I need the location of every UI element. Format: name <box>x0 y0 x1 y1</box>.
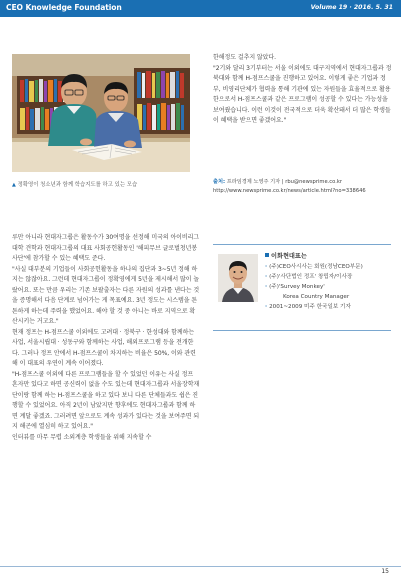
source-label: 출처: <box>213 179 226 185</box>
paragraph: 인터뷰를 마무 무렵 소외계층 학생들을 위해 지속할 수 <box>12 433 152 441</box>
paragraph: 한해정도 걸추지 않았다. <box>213 54 277 61</box>
source-credit <box>213 178 395 196</box>
caption-marker-icon: ▲ <box>12 182 16 188</box>
paragraph: 현재 정프는 H-점프스쿨 이외에도 고려대 · 정북구 · 한성대와 함께하는 사업, 서울시립대 · 성동구와 함께하는 사업, 해외프로그램 등을 전개한다. 그러나 정프 안에서 H-점프스쿨이 차지하는 비율은 50%, 이와 관련해 이 대표의 우연이 계속 이어졌다. <box>12 328 196 367</box>
photo-caption <box>12 180 198 188</box>
avatar <box>218 254 258 302</box>
bullet-icon: · <box>265 274 268 280</box>
paragraph: "2기와 달리 3기부터는 서울 이외에도 대구지역에서 현대자그룹과 정북대와 함께 H-점프스쿨을 진행하고 있어요. 이렇게 좋은 기업과 정부, 비영리단체가 협력을 통해 기관에 있는 자원들을 효율적으로 활용한으로서 H-점프스쿨과 같은 프로그램이 성공할 수 있다는 가능성을 보여줬습니다. 이런 이것이 전국적으로 더욱 확산돼서 더 많은 학생들이 혜택을 받으면 좋겠어요." <box>213 64 392 124</box>
portrait-illustration <box>218 254 258 302</box>
profile-career-list <box>265 262 389 312</box>
mentoring-photo-illustration <box>12 54 190 172</box>
square-bullet-icon <box>265 253 269 257</box>
profile-box <box>213 244 391 331</box>
publication-name: CEO Knowledge Foundation <box>6 3 122 12</box>
bullet-icon: · <box>265 304 268 310</box>
list-item: · (주)'Survey Monkey' <box>265 284 325 290</box>
issue-info: Volume 19 · 2016. 5. 31 <box>310 4 393 11</box>
list-item: · (주)'사단법인 정프' 창립자/이사장 <box>265 274 353 280</box>
photo-caption-text: 정확영이 청소년과 함께 학습지도를 하고 있는 모습 <box>17 182 138 188</box>
page-header <box>0 0 401 17</box>
source-url: http://www.newsprime.co.kr/news/article.html?no=338646 <box>213 188 366 194</box>
bullet-icon: · <box>265 284 268 290</box>
list-item: · (주)CEO사시사는 회원(정남CEO부문) <box>265 264 363 270</box>
article-column-left <box>12 233 200 443</box>
page-number: 15 <box>381 568 389 575</box>
profile-title-text: 이화현대표는 <box>271 253 307 260</box>
mentoring-photo <box>12 54 190 172</box>
list-item: Korea Country Manager <box>283 294 350 300</box>
paragraph: 루만 아니라 현대자그룹은 활동수가 30여명을 선정해 미국의 아이비리그 대학 견학과 현대자그룹의 대표 사회공헌활동인 '해피무브 글로벌청년봉사단'에 참가할 수 있는 혜택도 준다. <box>12 234 200 262</box>
paragraph: "사실 대부분의 기업들이 사회공헌활동을 하나의 집단과 3~5년 정해 하지는 않잖아요. 그런데 현대자그룹이 정확영에게 5년을 제시해서 많이 놀랐어요. 또는 만큼 우리는 기존 보팔출자는 다른 자원의 성과를 낸다는 것을 증명해서 다음 단계로 넘어가는 게 목표예요. 3년 정도는 시스템을 튼튼하게 하는데 주력을 했었어요. 해야 할 것 중 아니는 바로 지역으로 확산시키는 거고요." <box>12 265 200 325</box>
paragraph: "H-점프스쿨 이외에 다른 프로그램들을 할 수 있었던 이유는 사실 정프 혼자만 있다고 하면 공신력이 없을 수도 있는데 현대자그룹과 서울장학재단이랑 함께 하는 H-점프스쿨을 하고 있다 보니 다른 단체들과도 쉽은 진행할 수 있었어요. 아직 2년이 남았지만 향후에도 현대자그룹과 함께 하면 계달 좋겠죠. 그러려면 앞으로도 계속 성과가 있다는 것을 보여주면 되지 해곤에 열심히 하고 있어요." <box>12 370 200 430</box>
list-item: · 2001~2009 미주 한국일보 기자 <box>265 304 351 310</box>
article-column-top-right <box>213 53 393 127</box>
profile-title <box>265 251 307 260</box>
bullet-icon: · <box>265 264 268 270</box>
source-author: 프라임경제 노영주 기자 | rbu@newsprime.co.kr <box>226 179 343 185</box>
footer-divider <box>0 566 401 567</box>
